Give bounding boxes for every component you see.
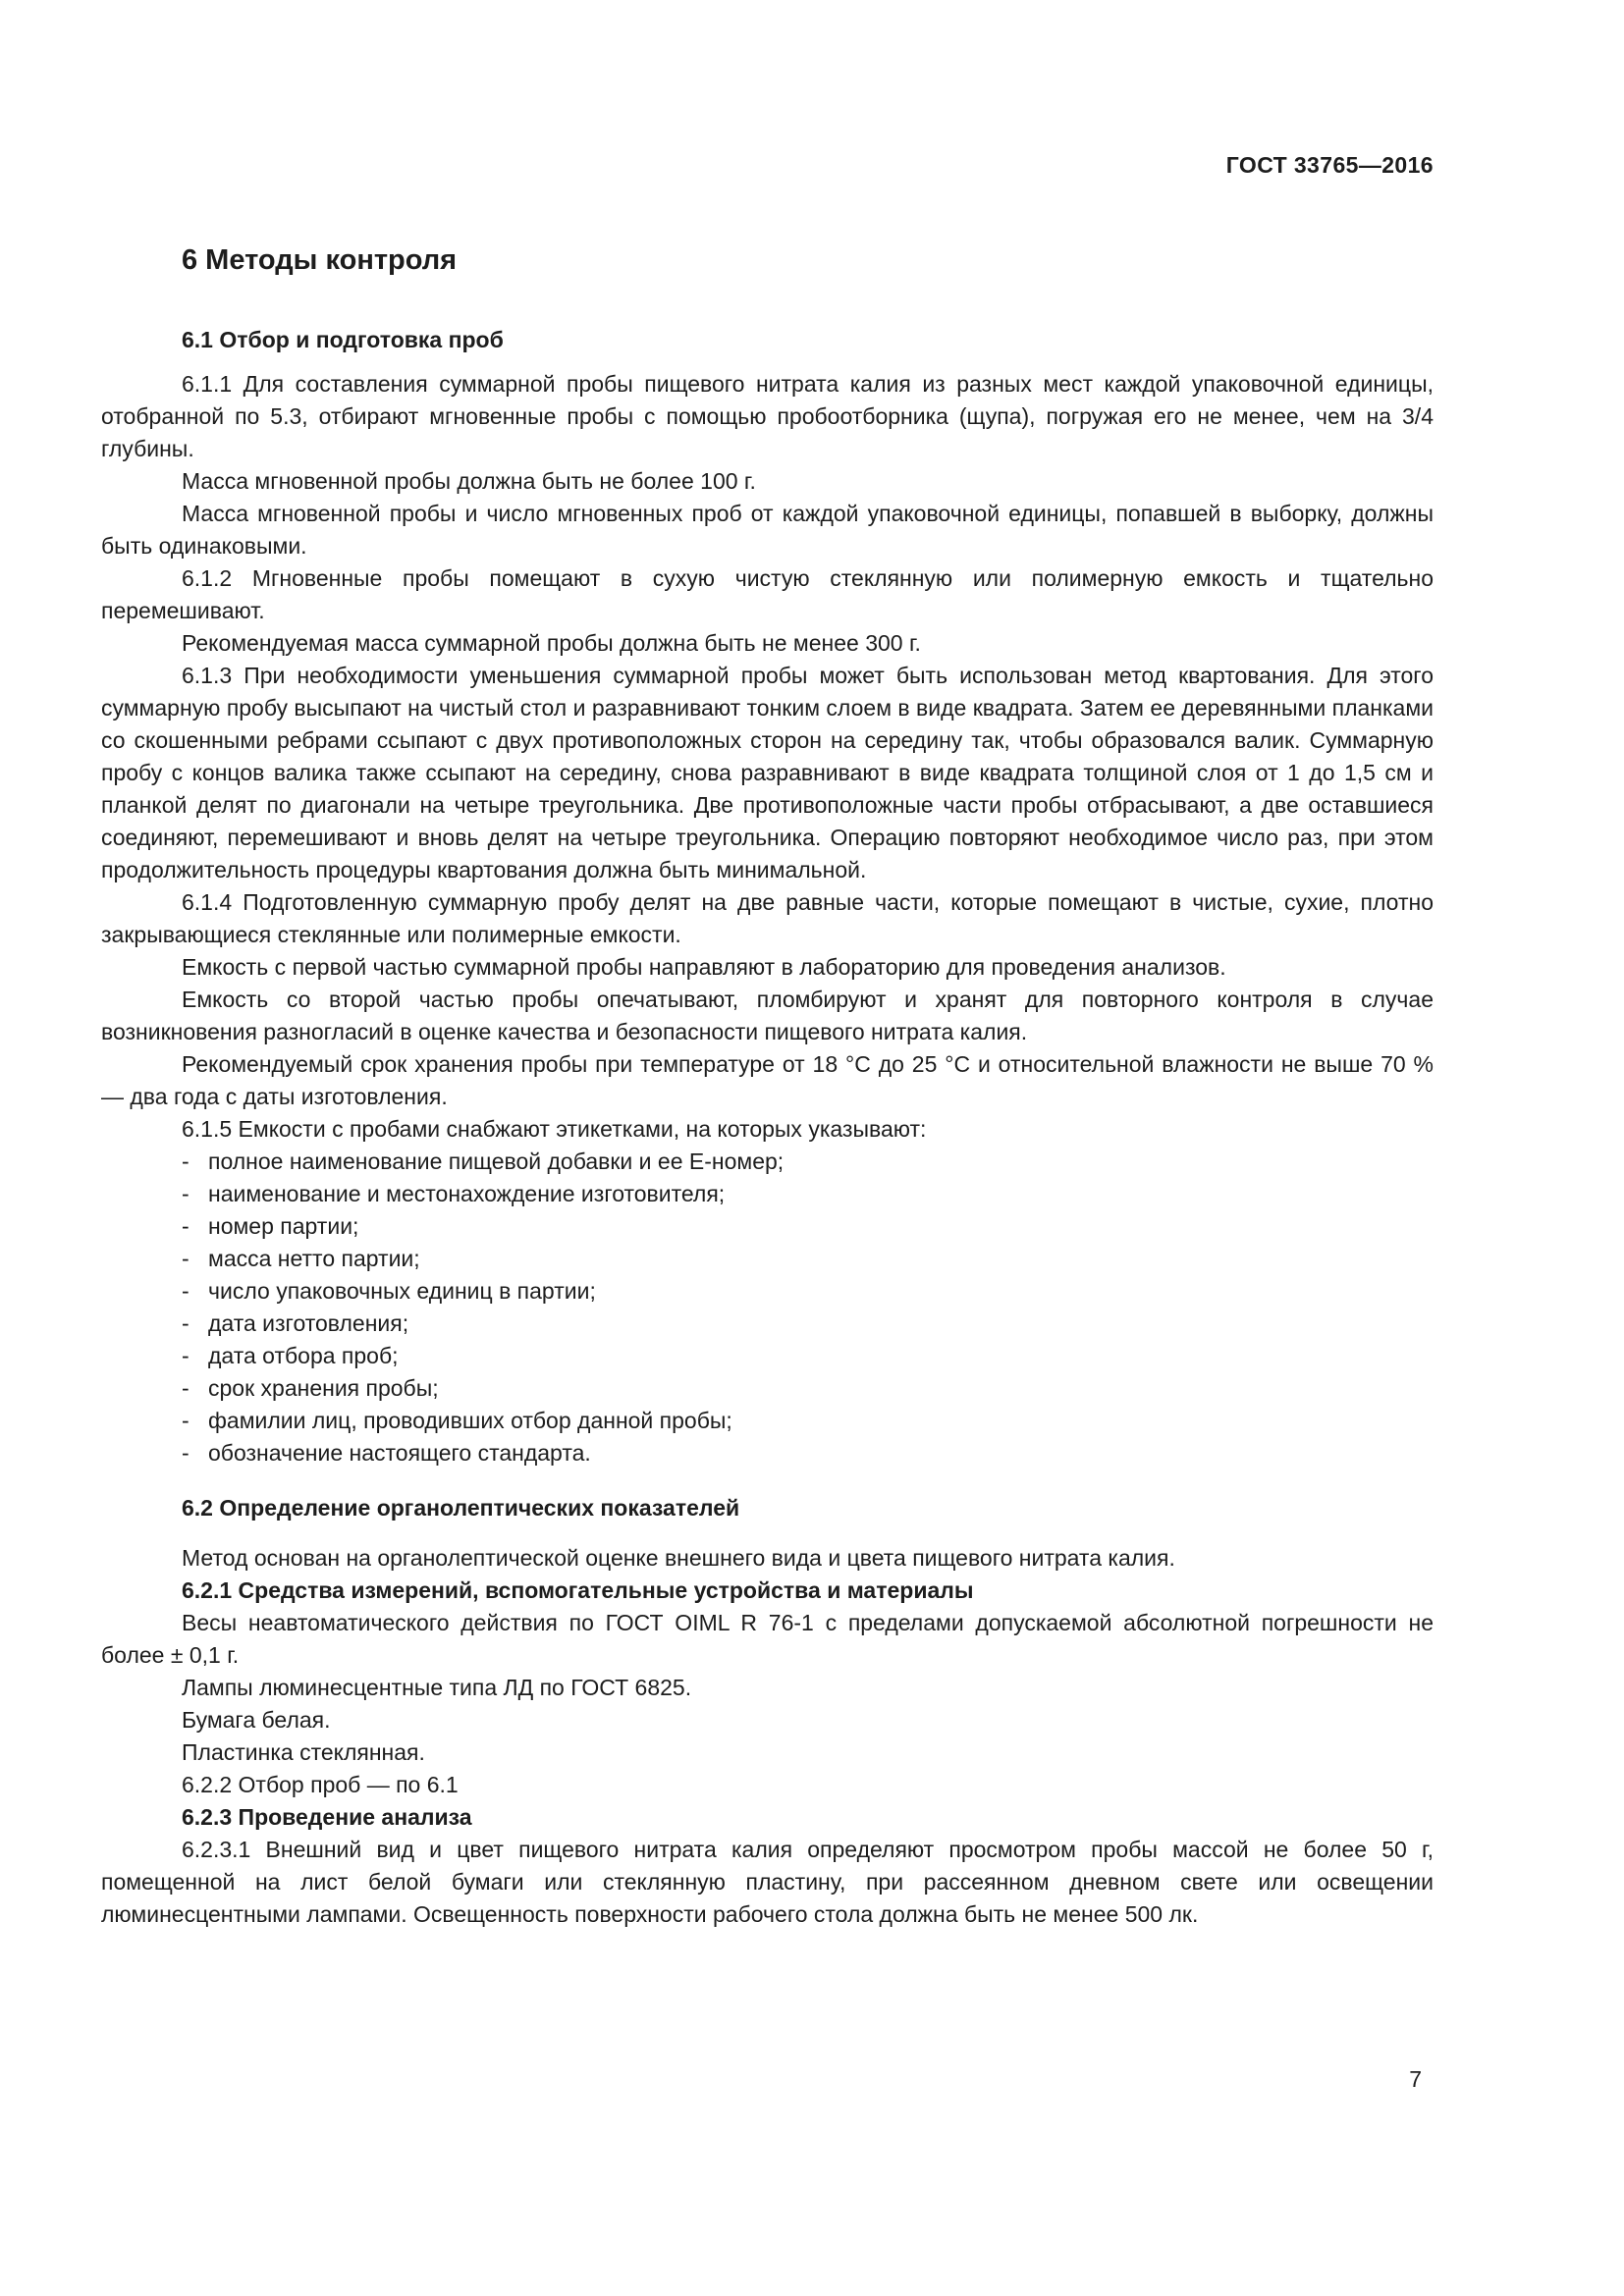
section-6-2-title: 6.2 Определение органолептических показателей — [182, 1495, 740, 1521]
list-item-text: фамилии лиц, проводивших отбор данной пробы; — [208, 1408, 732, 1433]
doc-number-header: ГОСТ 33765—2016 — [1225, 152, 1434, 178]
list-item-text: наименование и местонахождение изготовителя; — [208, 1181, 726, 1206]
list-item-text: срок хранения пробы; — [208, 1375, 439, 1401]
label-list-item — [101, 1437, 1434, 1469]
paragraph-6-2-1-paper: Бумага белая. — [182, 1707, 331, 1733]
paragraph-6-2-intro: Метод основан на органолептической оценке внешнего вида и цвета пищевого нитрата калия. — [182, 1545, 1175, 1571]
paragraph-6-1-1: 6.1.1 Для составления суммарной пробы пищевого нитрата калия из разных мест каждой упаковочной единицы, отобранной по 5.3, отбирают мгновенные пробы с помощью пробоотборника (щупа), погружая его не менее, чем на 3/4 глубины. — [101, 371, 1434, 461]
paragraph-6-1-2-recommended-mass: Рекомендуемая масса суммарной пробы должна быть не менее 300 г. — [182, 630, 921, 656]
label-list-item — [101, 1275, 1434, 1308]
paragraph-6-2-1-lamps: Лампы люминесцентные типа ЛД по ГОСТ 6825. — [182, 1675, 692, 1700]
list-dash-marker: - — [182, 1440, 189, 1466]
label-list-item — [101, 1243, 1434, 1275]
paragraph-6-1-4: 6.1.4 Подготовленную суммарную пробу делят на две равные части, которые помещают в чистые, сухие, плотно закрывающиеся стеклянные или полимерные емкости. — [101, 889, 1434, 947]
paragraph-6-1-4-storage-term: Рекомендуемый срок хранения пробы при температуре от 18 °С до 25 °С и относительной влажности не выше 70 % — два года с даты изготовления. — [101, 1051, 1434, 1109]
list-item-text: обозначение настоящего стандарта. — [208, 1440, 591, 1466]
list-item-text: число упаковочных единиц в партии; — [208, 1278, 596, 1304]
list-dash-marker: - — [182, 1310, 189, 1336]
list-dash-marker: - — [182, 1343, 189, 1368]
subheading-6-2-3: 6.2.3 Проведение анализа — [182, 1804, 472, 1830]
label-list-item — [101, 1340, 1434, 1372]
label-list-item — [101, 1210, 1434, 1243]
list-item-text: масса нетто партии; — [208, 1246, 420, 1271]
list-item-text: дата отбора проб; — [208, 1343, 399, 1368]
list-item-text: полное наименование пищевой добавки и ее Е-номер; — [208, 1148, 785, 1174]
list-dash-marker: - — [182, 1246, 189, 1271]
page-number: 7 — [1409, 2066, 1422, 2092]
label-list-item — [101, 1146, 1434, 1178]
paragraph-6-1-1-mass-limit: Масса мгновенной пробы должна быть не более 100 г. — [182, 468, 756, 494]
label-list-item — [101, 1405, 1434, 1437]
list-dash-marker: - — [182, 1278, 189, 1304]
list-dash-marker: - — [182, 1408, 189, 1433]
paragraph-6-2-2: 6.2.2 Отбор проб — по 6.1 — [182, 1772, 459, 1797]
label-list-item — [101, 1178, 1434, 1210]
subheading-6-2-1: 6.2.1 Средства измерений, вспомогательные устройства и материалы — [182, 1577, 974, 1603]
list-dash-marker: - — [182, 1375, 189, 1401]
paragraph-6-1-4-second-container: Емкость со второй частью пробы опечатывают, пломбируют и хранят для повторного контроля в случае возникновения разногласий в оценке качества и безопасности пищевого нитрата калия. — [101, 987, 1434, 1044]
list-dash-marker: - — [182, 1213, 189, 1239]
list-dash-marker: - — [182, 1181, 189, 1206]
paragraph-6-1-4-first-container: Емкость с первой частью суммарной пробы направляют в лабораторию для проведения анализов. — [182, 954, 1226, 980]
page-content — [101, 149, 1434, 1931]
section-6-1-title: 6.1 Отбор и подготовка проб — [182, 327, 504, 352]
list-item-text: дата изготовления; — [208, 1310, 409, 1336]
paragraph-6-1-2: 6.1.2 Мгновенные пробы помещают в сухую чистую стеклянную или полимерную емкость и тщательно перемешивают. — [101, 565, 1434, 623]
paragraph-6-2-1-glass-plate: Пластинка стеклянная. — [182, 1739, 425, 1765]
paragraph-6-1-5-intro: 6.1.5 Емкости с пробами снабжают этикетками, на которых указывают: — [182, 1116, 927, 1142]
label-list-item — [101, 1372, 1434, 1405]
list-item-text: номер партии; — [208, 1213, 359, 1239]
paragraph-6-2-3-1: 6.2.3.1 Внешний вид и цвет пищевого нитрата калия определяют просмотром пробы массой не более 50 г, помещенной на лист белой бумаги или стеклянную пластину, при рассеянном дневном свете или освещении люминесцентными лампами. Освещенность поверхности рабочего стола должна быть не менее 500 лк. — [101, 1837, 1434, 1927]
paragraph-6-1-1-mass-equal: Масса мгновенной пробы и число мгновенных проб от каждой упаковочной единицы, попавшей в выборку, должны быть одинаковыми. — [101, 501, 1434, 559]
paragraph-6-1-3: 6.1.3 При необходимости уменьшения суммарной пробы может быть использован метод квартования. Для этого суммарную пробу высыпают на чистый стол и разравнивают тонким слоем в виде квадрата. Затем ее деревянными планками со скошенными ребрами ссыпают с двух противоположных сторон на середину так, чтобы образовался валик. Суммарную пробу с концов валика также ссыпают на середину, снова разравнивают в виде квадрата толщиной слоя от 1 до 1,5 см и планкой делят по диагонали на четыре треугольника. Две противоположные части пробы отбрасывают, а две оставшиеся соединяют, перемешивают и вновь делят на четыре треугольника. Операцию повторяют необходимое число раз, при этом продолжительность процедуры квартования должна быть минимальной. — [101, 663, 1434, 882]
label-list-item — [101, 1308, 1434, 1340]
list-dash-marker: - — [182, 1148, 189, 1174]
chapter-title: 6 Методы контроля — [182, 244, 458, 276]
paragraph-6-2-1-scales: Весы неавтоматического действия по ГОСТ OIML R 76-1 с пределами допускаемой абсолютной погрешности не более ± 0,1 г. — [101, 1610, 1434, 1668]
